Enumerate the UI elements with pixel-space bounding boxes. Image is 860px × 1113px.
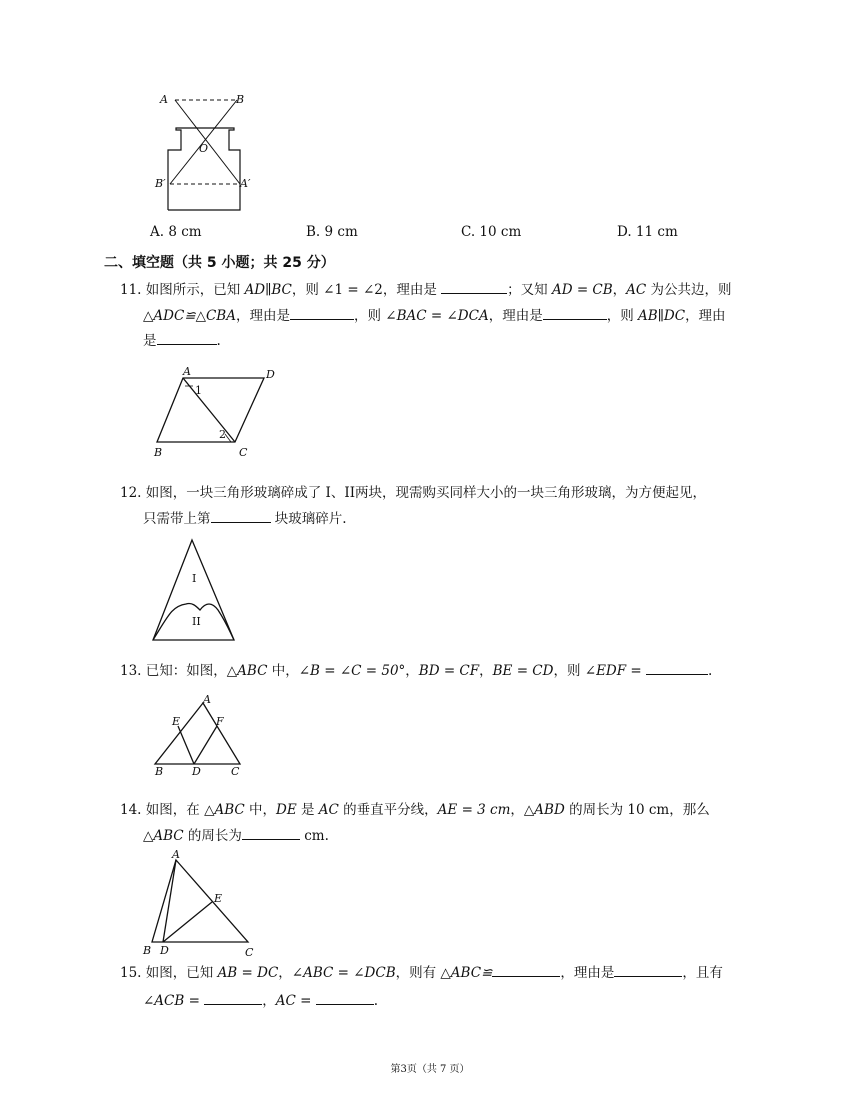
q10-option-a: A. 8 cm bbox=[150, 224, 202, 240]
section-title: 二、填空题（共 5 小题；共 25 分） bbox=[104, 255, 335, 271]
q15-blank-1[interactable] bbox=[492, 962, 560, 977]
q11-label-d: D bbox=[266, 368, 275, 381]
q12-label-ii: II bbox=[192, 615, 201, 628]
q13-blank-1[interactable] bbox=[646, 660, 708, 675]
q10-option-b: B. 9 cm bbox=[306, 224, 358, 240]
q15-line-2: ∠ACB = ，AC = . bbox=[143, 990, 378, 1011]
q15-line-1: 15. 如图，已知 AB = DC，∠ABC = ∠DCB，则有 △ABC≌ ，理由是 ，且有 bbox=[120, 962, 723, 983]
q11-label-1: 1 bbox=[195, 384, 202, 397]
q15-blank-4[interactable] bbox=[316, 990, 374, 1005]
q11-line-2: △ADC≌△CBA，理由是 ，则 ∠BAC = ∠DCA，理由是 ，则 AB∥DC，理由 bbox=[143, 305, 726, 326]
q12-line-2: 只需带上第 块玻璃碎片. bbox=[143, 508, 347, 529]
q14-blank-1[interactable] bbox=[242, 825, 300, 840]
q11-blank-3[interactable] bbox=[543, 305, 607, 320]
q15-blank-2[interactable] bbox=[614, 962, 682, 977]
q10-label-o: O bbox=[199, 142, 209, 155]
q10-figure bbox=[150, 90, 250, 215]
q13-label-c: C bbox=[231, 765, 240, 778]
q13-label-b: B bbox=[155, 765, 164, 778]
q12-label-i: I bbox=[192, 572, 197, 585]
q14-label-e: E bbox=[214, 892, 223, 905]
q13-label-d: D bbox=[192, 765, 201, 778]
q11-label-2: 2 bbox=[219, 428, 226, 441]
q13-label-f: F bbox=[216, 715, 224, 728]
q11-line-3: 是 . bbox=[143, 330, 221, 351]
q10-label-a-prime: A′ bbox=[240, 177, 251, 190]
q13-label-e: E bbox=[172, 715, 181, 728]
q11-label-c: C bbox=[239, 446, 248, 459]
page-footer: 第3页（共 7 页） bbox=[390, 1064, 470, 1075]
q15-blank-3[interactable] bbox=[204, 990, 262, 1005]
q12-blank-1[interactable] bbox=[211, 508, 271, 523]
q14-line-2: △ABC 的周长为 cm. bbox=[143, 825, 329, 846]
q14-label-b: B bbox=[143, 944, 152, 957]
q12-line-1: 12. 如图，一块三角形玻璃碎成了 I、II两块，现需购买同样大小的一块三角形玻璃，为方便起见， bbox=[120, 485, 707, 501]
q11-blank-1[interactable] bbox=[441, 279, 507, 294]
q14-line-1: 14. 如图，在 △ABC 中，DE 是 AC 的垂直平分线，AE = 3 cm，△ABD 的周长为 10 cm，那么 bbox=[120, 802, 710, 818]
q13-label-a: A bbox=[203, 693, 211, 706]
q10-label-b: B bbox=[236, 93, 245, 106]
q14-label-a: A bbox=[172, 848, 180, 861]
q12-figure bbox=[150, 536, 240, 646]
q11-line-1: 11. 如图所示，已知 AD∥BC，则 ∠1 = ∠2，理由是 ；又知 AD = CB，AC 为公共边，则 bbox=[120, 279, 732, 300]
q11-blank-4[interactable] bbox=[157, 330, 217, 345]
q14-label-c: C bbox=[245, 946, 254, 959]
q11-blank-2[interactable] bbox=[290, 305, 354, 320]
q10-label-b-prime: B′ bbox=[155, 177, 166, 190]
q11-label-b: B bbox=[154, 446, 163, 459]
q11-figure bbox=[150, 362, 290, 462]
q13-figure bbox=[150, 694, 250, 779]
q10-option-c: C. 10 cm bbox=[461, 224, 522, 240]
q13-line-1: 13. 已知：如图，△ABC 中，∠B = ∠C = 50°，BD = CF，BE = CD，则 ∠EDF = . bbox=[120, 660, 712, 681]
q11-label-a: A bbox=[183, 365, 191, 378]
q10-option-d: D. 11 cm bbox=[617, 224, 678, 240]
q14-figure bbox=[140, 846, 260, 961]
q10-label-a: A bbox=[160, 93, 168, 106]
q14-label-d: D bbox=[160, 944, 169, 957]
